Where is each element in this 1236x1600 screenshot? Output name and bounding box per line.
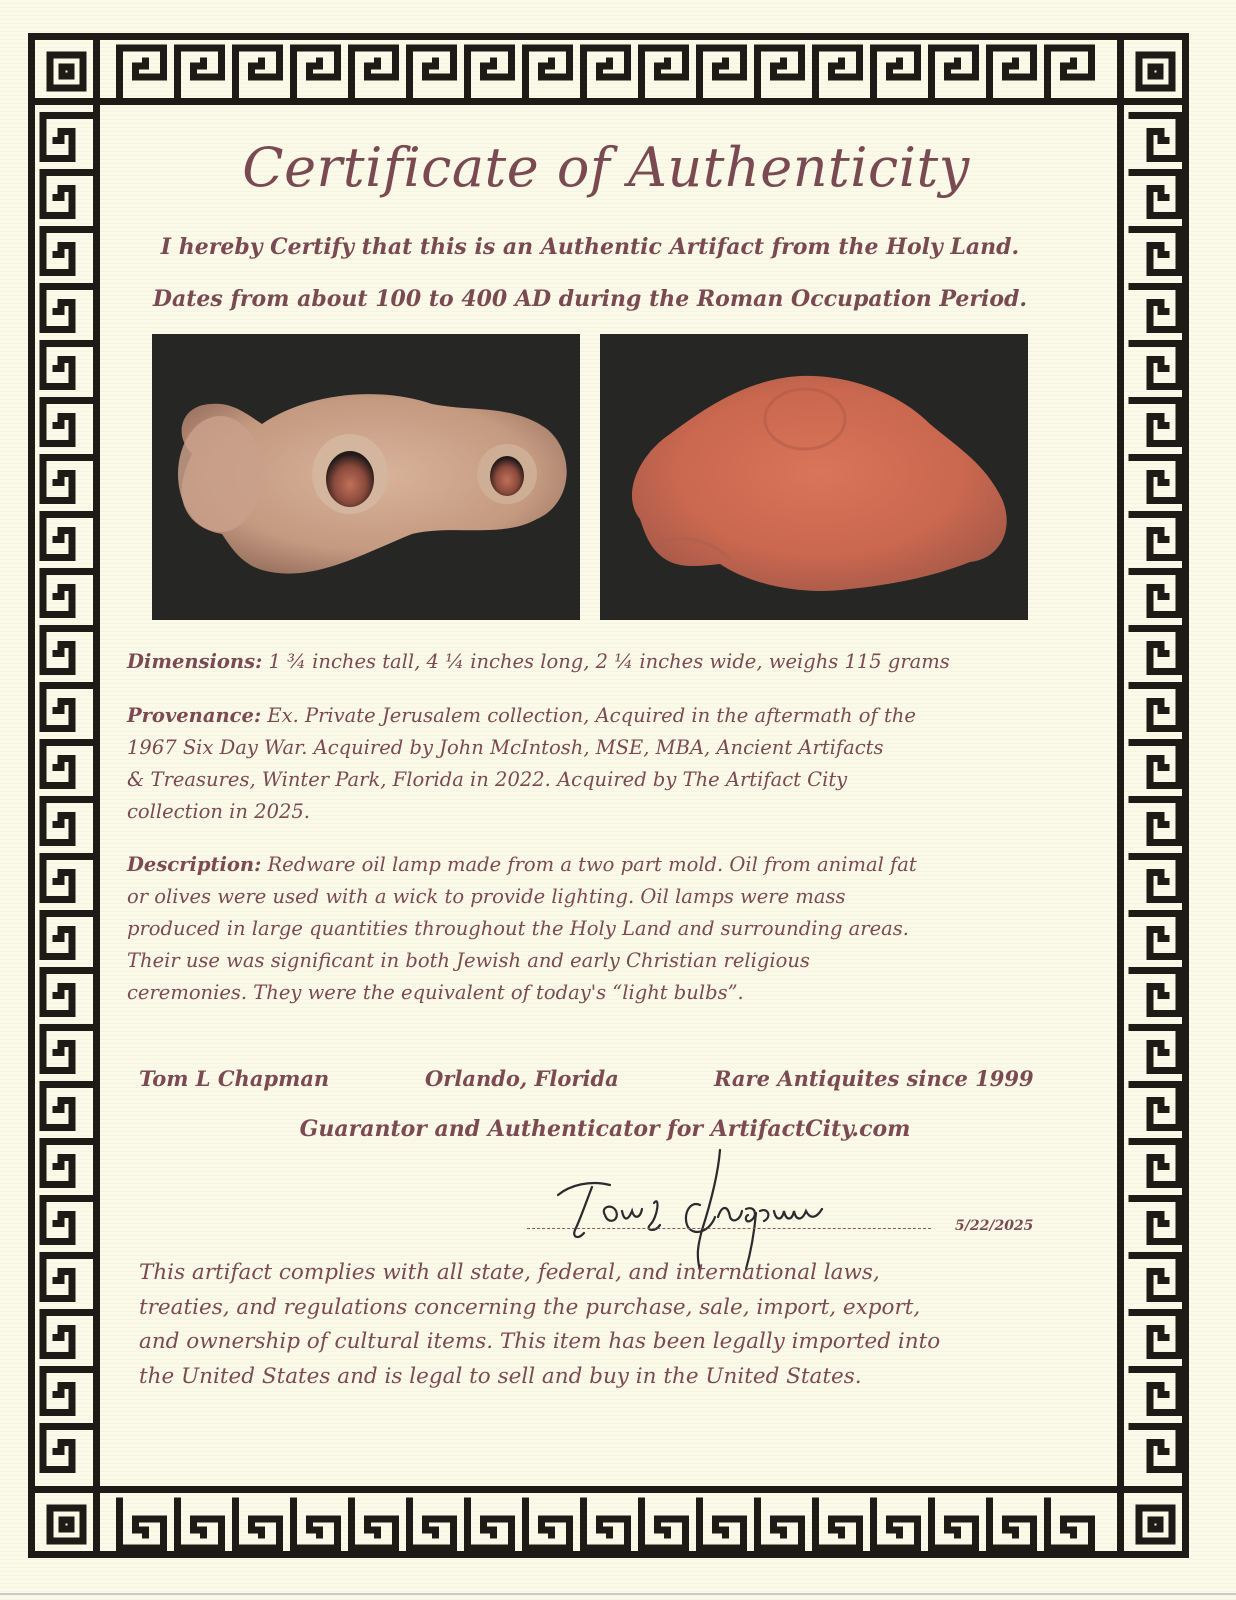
legal-line: and ownership of cultural items. This item has been legally imported into: [139, 1329, 941, 1354]
dimensions-label: Dimensions:: [127, 650, 263, 673]
guarantor-statement: Guarantor and Authenticator for ArtifactCity.com: [299, 1116, 911, 1142]
legal-line: the United States and is legal to sell and buy in the United States.: [139, 1363, 862, 1389]
description-line: ceremonies. They were the equivalent of today's “light bulbs”.: [127, 981, 744, 1004]
oil-lamp-top-photo: [152, 334, 580, 620]
certificate-title: Certificate of Authenticity: [242, 136, 970, 199]
provenance-line: collection in 2025.: [127, 800, 310, 823]
provenance-line: & Treasures, Winter Park, Florida in 2022. Acquired by The Artifact City: [127, 768, 848, 791]
description-section: [127, 849, 1077, 1009]
provenance-line: Ex. Private Jerusalem collection, Acquired in the aftermath of the: [261, 704, 916, 727]
signature-line: [527, 1228, 931, 1229]
description-line: Their use was significant in both Jewish and early Christian religious: [127, 949, 810, 972]
oil-lamp-bottom-photo: [600, 334, 1028, 620]
signature-date: 5/22/2025: [955, 1218, 1034, 1234]
description-line: produced in large quantities throughout the Holy Land and surrounding areas.: [127, 917, 909, 940]
dimensions-text: 1 ¾ inches tall, 4 ¼ inches long, 2 ¼ inches wide, weighs 115 grams: [262, 650, 950, 673]
provenance-section: [127, 700, 1077, 828]
description-line: Redware oil lamp made from a two part mold. Oil from animal fat: [261, 853, 917, 876]
signer-info-row: [0, 1066, 1236, 1100]
description-label: Description:: [127, 853, 262, 876]
description-line: or olives were used with a wick to provide lighting. Oil lamps were mass: [127, 885, 846, 908]
dimensions-section: [127, 646, 1077, 678]
signer-tagline: Rare Antiquites since 1999: [714, 1066, 1034, 1091]
legal-compliance-statement: [139, 1256, 1079, 1394]
legal-line: treaties, and regulations concerning the purchase, sale, import, export,: [139, 1294, 921, 1320]
signer-name: Tom L Chapman: [139, 1066, 330, 1091]
certify-statement: I hereby Certify that this is an Authentic Artifact from the Holy Land.: [160, 234, 1020, 260]
signer-location: Orlando, Florida: [425, 1066, 619, 1091]
legal-line: This artifact complies with all state, federal, and international laws,: [139, 1260, 880, 1285]
date-range-statement: Dates from about 100 to 400 AD during the Roman Occupation Period.: [152, 286, 1028, 312]
provenance-line: 1967 Six Day War. Acquired by John McIntosh, MSE, MBA, Ancient Artifacts: [127, 736, 884, 759]
provenance-label: Provenance:: [127, 704, 262, 727]
